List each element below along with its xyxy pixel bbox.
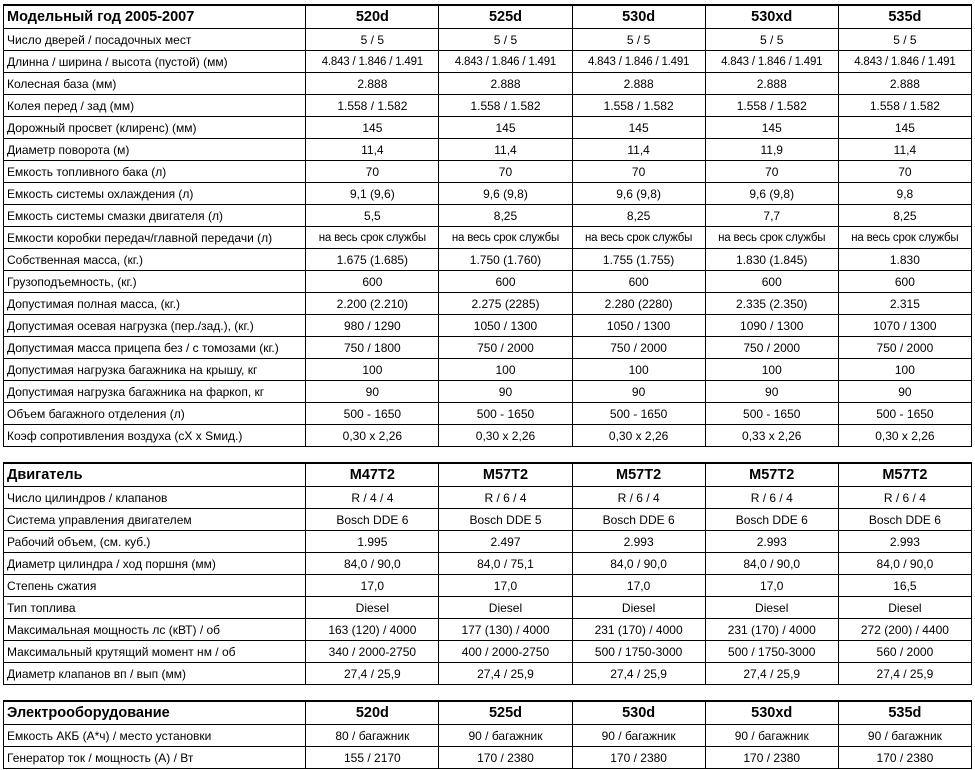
table-cell: 1.750 (1.760) <box>439 249 572 271</box>
table-cell: 600 <box>705 271 838 293</box>
table-cell: 70 <box>439 161 572 183</box>
row-label: Тип топлива <box>4 597 306 619</box>
table-cell: 1.558 / 1.582 <box>572 95 705 117</box>
table-cell: 2.888 <box>572 73 705 95</box>
table-cell: 177 (130) / 4000 <box>439 619 572 641</box>
electrical-spec-table <box>3 700 972 769</box>
row-label: Колесная база (мм) <box>4 73 306 95</box>
table-cell: 2.200 (2.210) <box>306 293 439 315</box>
row-label: Степень сжатия <box>4 575 306 597</box>
table-cell: 70 <box>705 161 838 183</box>
table-row <box>4 117 972 139</box>
table-cell: на весь срок службы <box>572 227 705 249</box>
table-row <box>4 747 972 769</box>
table-cell: 90 / багажник <box>572 725 705 747</box>
table-cell: 9,8 <box>838 183 971 205</box>
table-row <box>4 425 972 447</box>
table-cell: 145 <box>705 117 838 139</box>
general-section-title: Модельный год 2005-2007 <box>4 5 306 29</box>
table-cell: 9,1 (9,6) <box>306 183 439 205</box>
row-label: Емкости коробки передач/главной передачи (л) <box>4 227 306 249</box>
table-cell: 0,30 x 2,26 <box>439 425 572 447</box>
table-row <box>4 725 972 747</box>
general-spec-table <box>3 4 972 447</box>
row-label: Емкость системы смазки двигателя (л) <box>4 205 306 227</box>
electrical-column-header: 525d <box>439 701 572 725</box>
table-cell: 2.497 <box>439 531 572 553</box>
table-cell: 100 <box>439 359 572 381</box>
table-row <box>4 205 972 227</box>
table-row <box>4 249 972 271</box>
table-cell: 100 <box>306 359 439 381</box>
table-cell: Diesel <box>838 597 971 619</box>
engine-column-header: M57T2 <box>439 463 572 487</box>
table-cell: 27,4 / 25,9 <box>572 663 705 685</box>
table-cell: R / 6 / 4 <box>705 487 838 509</box>
table-cell: 0,30 x 2,26 <box>572 425 705 447</box>
table-cell: 90 <box>705 381 838 403</box>
table-cell: 90 / багажник <box>838 725 971 747</box>
engine-column-header: M57T2 <box>572 463 705 487</box>
row-label: Коэф сопротивления воздуха (cX x Sмид.) <box>4 425 306 447</box>
general-column-header: 525d <box>439 5 572 29</box>
table-cell: 2.335 (2.350) <box>705 293 838 315</box>
row-label: Максимальный крутящий момент нм / об <box>4 641 306 663</box>
table-cell: 90 <box>572 381 705 403</box>
table-cell: 2.888 <box>705 73 838 95</box>
table-cell: 2.993 <box>705 531 838 553</box>
table-cell: 145 <box>572 117 705 139</box>
table-cell: 84,0 / 75,1 <box>439 553 572 575</box>
table-row <box>4 293 972 315</box>
table-row <box>4 227 972 249</box>
table-cell: 90 <box>838 381 971 403</box>
row-label: Допустимая полная масса, (кг.) <box>4 293 306 315</box>
table-cell: на весь срок службы <box>838 227 971 249</box>
table-cell: 11,4 <box>838 139 971 161</box>
table-cell: 7,7 <box>705 205 838 227</box>
table-cell: 1.558 / 1.582 <box>838 95 971 117</box>
table-cell: 560 / 2000 <box>838 641 971 663</box>
table-cell: 145 <box>306 117 439 139</box>
general-column-header: 530xd <box>705 5 838 29</box>
table-cell: 11,9 <box>705 139 838 161</box>
table-cell: 8,25 <box>838 205 971 227</box>
table-row <box>4 381 972 403</box>
table-cell: 27,4 / 25,9 <box>838 663 971 685</box>
table-cell: 9,6 (9,8) <box>705 183 838 205</box>
table-cell: на весь срок службы <box>439 227 572 249</box>
electrical-column-header: 520d <box>306 701 439 725</box>
table-cell: 1.675 (1.685) <box>306 249 439 271</box>
table-cell: 11,4 <box>439 139 572 161</box>
table-cell: 500 - 1650 <box>439 403 572 425</box>
electrical-column-header: 530d <box>572 701 705 725</box>
table-cell: R / 4 / 4 <box>306 487 439 509</box>
table-cell: Bosch DDE 6 <box>306 509 439 531</box>
row-label: Диаметр цилиндра / ход поршня (мм) <box>4 553 306 575</box>
table-cell: 100 <box>705 359 838 381</box>
row-label: Число цилиндров / клапанов <box>4 487 306 509</box>
table-cell: 4.843 / 1.846 / 1.491 <box>572 51 705 73</box>
table-cell: 17,0 <box>439 575 572 597</box>
electrical-column-header: 530xd <box>705 701 838 725</box>
table-cell: 8,25 <box>572 205 705 227</box>
table-cell: Bosch DDE 6 <box>572 509 705 531</box>
table-row <box>4 73 972 95</box>
table-cell: 5 / 5 <box>306 29 439 51</box>
table-cell: 400 / 2000-2750 <box>439 641 572 663</box>
table-cell: 80 / багажник <box>306 725 439 747</box>
table-row <box>4 509 972 531</box>
table-cell: 2.888 <box>838 73 971 95</box>
table-row <box>4 531 972 553</box>
table-cell: 500 - 1650 <box>306 403 439 425</box>
electrical-column-header: 535d <box>838 701 971 725</box>
table-row <box>4 403 972 425</box>
table-cell: 11,4 <box>306 139 439 161</box>
table-cell: 163 (120) / 4000 <box>306 619 439 641</box>
table-cell: 2.888 <box>306 73 439 95</box>
table-cell: 84,0 / 90,0 <box>306 553 439 575</box>
table-cell: 600 <box>838 271 971 293</box>
table-cell: 17,0 <box>572 575 705 597</box>
table-cell: 11,4 <box>572 139 705 161</box>
table-cell: 27,4 / 25,9 <box>306 663 439 685</box>
row-label: Диаметр поворота (м) <box>4 139 306 161</box>
table-cell: 340 / 2000-2750 <box>306 641 439 663</box>
table-cell: 4.843 / 1.846 / 1.491 <box>838 51 971 73</box>
table-cell: 9,6 (9,8) <box>439 183 572 205</box>
row-label: Собственная масса, (кг.) <box>4 249 306 271</box>
table-row <box>4 51 972 73</box>
engine-spec-table <box>3 462 972 685</box>
row-label: Длинна / ширина / высота (пустой) (мм) <box>4 51 306 73</box>
engine-column-header: M57T2 <box>705 463 838 487</box>
table-cell: 100 <box>838 359 971 381</box>
table-cell: 70 <box>838 161 971 183</box>
general-header-row <box>4 5 972 29</box>
table-row <box>4 575 972 597</box>
table-cell: 90 <box>306 381 439 403</box>
table-row <box>4 359 972 381</box>
table-cell: 1.755 (1.755) <box>572 249 705 271</box>
table-cell: 90 / багажник <box>439 725 572 747</box>
table-cell: 750 / 2000 <box>572 337 705 359</box>
table-cell: 231 (170) / 4000 <box>705 619 838 641</box>
table-row <box>4 663 972 685</box>
table-cell: 90 <box>439 381 572 403</box>
table-cell: 9,6 (9,8) <box>572 183 705 205</box>
table-cell: 2.275 (2285) <box>439 293 572 315</box>
row-label: Допустимая нагрузка багажника на крышу, кг <box>4 359 306 381</box>
table-cell: 1.830 <box>838 249 971 271</box>
row-label: Максимальная мощность лс (кВТ) / об <box>4 619 306 641</box>
table-cell: 5 / 5 <box>705 29 838 51</box>
table-row <box>4 597 972 619</box>
table-cell: 2.993 <box>572 531 705 553</box>
general-column-header: 520d <box>306 5 439 29</box>
table-cell: 4.843 / 1.846 / 1.491 <box>705 51 838 73</box>
engine-section-title: Двигатель <box>4 463 306 487</box>
table-cell: 1090 / 1300 <box>705 315 838 337</box>
row-label: Число дверей / посадочных мест <box>4 29 306 51</box>
table-cell: Diesel <box>705 597 838 619</box>
table-cell: 27,4 / 25,9 <box>439 663 572 685</box>
table-cell: 84,0 / 90,0 <box>705 553 838 575</box>
engine-column-header: M57T2 <box>838 463 971 487</box>
table-cell: R / 6 / 4 <box>439 487 572 509</box>
general-column-header: 530d <box>572 5 705 29</box>
table-cell: 4.843 / 1.846 / 1.491 <box>439 51 572 73</box>
row-label: Генератор ток / мощность (А) / Вт <box>4 747 306 769</box>
table-cell: 16,5 <box>838 575 971 597</box>
table-cell: на весь срок службы <box>306 227 439 249</box>
table-row <box>4 161 972 183</box>
table-cell: 600 <box>439 271 572 293</box>
table-cell: 600 <box>306 271 439 293</box>
row-label: Допустимая нагрузка багажника на фаркоп, кг <box>4 381 306 403</box>
table-cell: Diesel <box>306 597 439 619</box>
table-cell: 27,4 / 25,9 <box>705 663 838 685</box>
row-label: Грузоподъемность, (кг.) <box>4 271 306 293</box>
row-label: Емкость топливного бака (л) <box>4 161 306 183</box>
table-row <box>4 183 972 205</box>
table-cell: 750 / 2000 <box>838 337 971 359</box>
table-cell: 1070 / 1300 <box>838 315 971 337</box>
table-cell: 170 / 2380 <box>838 747 971 769</box>
table-cell: 1.558 / 1.582 <box>306 95 439 117</box>
table-cell: 8,25 <box>439 205 572 227</box>
table-cell: 70 <box>306 161 439 183</box>
table-cell: 231 (170) / 4000 <box>572 619 705 641</box>
row-label: Колея перед / зад (мм) <box>4 95 306 117</box>
table-cell: 0,30 x 2,26 <box>838 425 971 447</box>
row-label: Емкость системы охлаждения (л) <box>4 183 306 205</box>
table-cell: 1.558 / 1.582 <box>439 95 572 117</box>
table-cell: 2.993 <box>838 531 971 553</box>
table-row <box>4 337 972 359</box>
table-cell: 5 / 5 <box>439 29 572 51</box>
row-label: Система управления двигателем <box>4 509 306 531</box>
row-label: Диаметр клапанов вп / вып (мм) <box>4 663 306 685</box>
table-row <box>4 139 972 161</box>
table-cell: 155 / 2170 <box>306 747 439 769</box>
table-cell: R / 6 / 4 <box>572 487 705 509</box>
table-cell: 84,0 / 90,0 <box>572 553 705 575</box>
table-row <box>4 95 972 117</box>
table-cell: 170 / 2380 <box>705 747 838 769</box>
table-cell: Diesel <box>572 597 705 619</box>
table-cell: 750 / 2000 <box>705 337 838 359</box>
engine-column-header: M47T2 <box>306 463 439 487</box>
electrical-section-title: Электрооборудование <box>4 701 306 725</box>
table-cell: 272 (200) / 4400 <box>838 619 971 641</box>
table-cell: 170 / 2380 <box>439 747 572 769</box>
row-label: Рабочий объем, (см. куб.) <box>4 531 306 553</box>
table-cell: Bosch DDE 6 <box>705 509 838 531</box>
table-cell: 5,5 <box>306 205 439 227</box>
table-cell: 5 / 5 <box>838 29 971 51</box>
table-cell: на весь срок службы <box>705 227 838 249</box>
row-label: Допустимая масса прицепа без / с томозами (кг.) <box>4 337 306 359</box>
table-cell: 70 <box>572 161 705 183</box>
table-cell: Bosch DDE 6 <box>838 509 971 531</box>
table-cell: 145 <box>439 117 572 139</box>
table-cell: 980 / 1290 <box>306 315 439 337</box>
table-row <box>4 29 972 51</box>
table-row <box>4 641 972 663</box>
engine-header-row <box>4 463 972 487</box>
table-cell: 2.280 (2280) <box>572 293 705 315</box>
table-cell: 600 <box>572 271 705 293</box>
table-cell: 2.315 <box>838 293 971 315</box>
table-row <box>4 315 972 337</box>
table-cell: 1050 / 1300 <box>572 315 705 337</box>
table-cell: 170 / 2380 <box>572 747 705 769</box>
table-cell: 17,0 <box>306 575 439 597</box>
table-cell: 1.558 / 1.582 <box>705 95 838 117</box>
table-cell: 145 <box>838 117 971 139</box>
table-cell: Diesel <box>439 597 572 619</box>
table-row <box>4 487 972 509</box>
table-cell: 5 / 5 <box>572 29 705 51</box>
table-cell: 90 / багажник <box>705 725 838 747</box>
table-cell: 1050 / 1300 <box>439 315 572 337</box>
table-cell: 17,0 <box>705 575 838 597</box>
table-cell: 2.888 <box>439 73 572 95</box>
table-cell: 500 - 1650 <box>838 403 971 425</box>
table-cell: 500 / 1750-3000 <box>705 641 838 663</box>
table-cell: 750 / 2000 <box>439 337 572 359</box>
table-row <box>4 271 972 293</box>
row-label: Объем багажного отделения (л) <box>4 403 306 425</box>
general-column-header: 535d <box>838 5 971 29</box>
table-cell: 750 / 1800 <box>306 337 439 359</box>
table-row <box>4 619 972 641</box>
table-cell: 1.995 <box>306 531 439 553</box>
table-cell: 0,33 x 2,26 <box>705 425 838 447</box>
table-cell: R / 6 / 4 <box>838 487 971 509</box>
row-label: Дорожный просвет (клиренс) (мм) <box>4 117 306 139</box>
table-cell: 0,30 x 2,26 <box>306 425 439 447</box>
table-cell: 4.843 / 1.846 / 1.491 <box>306 51 439 73</box>
table-cell: 500 - 1650 <box>705 403 838 425</box>
table-row <box>4 553 972 575</box>
row-label: Допустимая осевая нагрузка (пер./зад.), (кг.) <box>4 315 306 337</box>
table-cell: 500 / 1750-3000 <box>572 641 705 663</box>
table-cell: 100 <box>572 359 705 381</box>
table-cell: 500 - 1650 <box>572 403 705 425</box>
row-label: Емкость АКБ (А*ч) / место установки <box>4 725 306 747</box>
table-cell: Bosch DDE 5 <box>439 509 572 531</box>
table-cell: 1.830 (1.845) <box>705 249 838 271</box>
electrical-header-row <box>4 701 972 725</box>
table-cell: 84,0 / 90,0 <box>838 553 971 575</box>
